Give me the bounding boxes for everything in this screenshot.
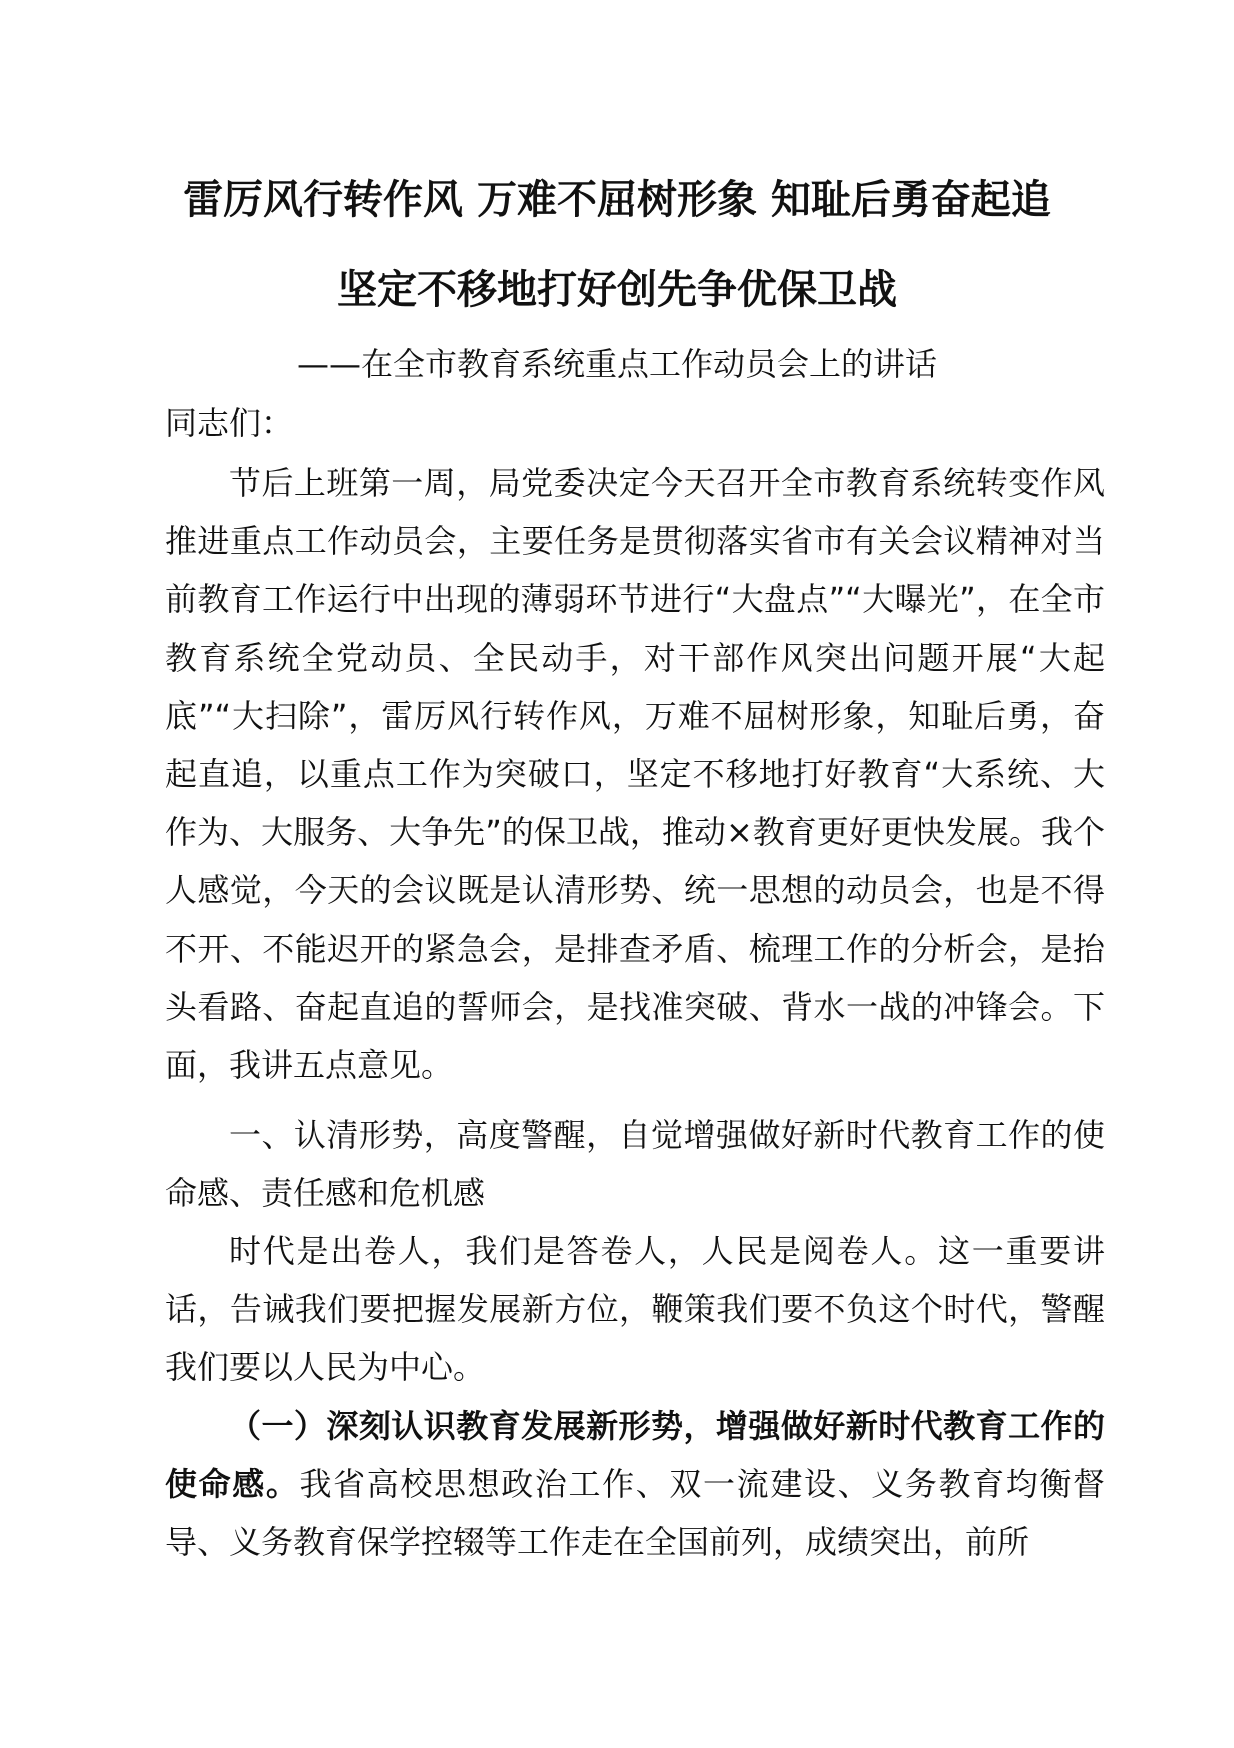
section-heading-1: 一、认清形势，高度警醒，自觉增强做好新时代教育工作的使命感、责任感和危机感 [165, 1116, 1105, 1213]
paragraph-intro: 节后上班第一周，局党委决定今天召开全市教育系统转变作风推进重点工作动员会，主要任务是贯彻落实省市有关会议精神对当前教育工作运行中出现的薄弱环节进行“大盘点”“大曝光”，在全市教育系统全党动员、全民动手，对干部作风突出问题开展“大起底”“大扫除”，雷厉风行转作风，万难不屈树形象，知耻后勇，奋起直追，以重点工作为突破口，坚定不移地打好教育“大系统、大作为、大服务、大争先”的保卫战，推动×教育更好更快发展。我个人感觉，今天的会议既是认清形势、统一思想的动员会，也是不得不开、不能迟开的紧急会，是排查矛盾、梳理工作的分析会，是抬头看路、奋起直追的誓师会，是找准突破、背水一战的冲锋会。下面，我讲五点意见。 [165, 464, 1105, 1085]
paragraph-subsection-1 [165, 1397, 1105, 1572]
document-title-line-1: 雷厉风行转作风 万难不屈树形象 知耻后勇奋起追 [183, 177, 1051, 223]
salutation: 同志们： [165, 404, 294, 442]
subsection-heading-bold: （一）深刻认识教育发展新形势，增强做好新时代教育工作的使命感。 [165, 1407, 1105, 1504]
document-subtitle: ——在全市教育系统重点工作动员会上的讲话 [296, 345, 937, 383]
document-title-line-2: 坚定不移地打好创先争优保卫战 [337, 267, 897, 313]
subsection-body: 我省高校思想政治工作、双一流建设、义务教育均衡督导、义务教育保学控辍等工作走在全国前列，成绩突出，前所 [165, 1465, 1105, 1562]
paragraph-era: 时代是出卷人，我们是答卷人，人民是阅卷人。这一重要讲话，告诫我们要把握发展新方位，鞭策我们要不负这个时代，警醒我们要以人民为中心。 [165, 1232, 1105, 1387]
